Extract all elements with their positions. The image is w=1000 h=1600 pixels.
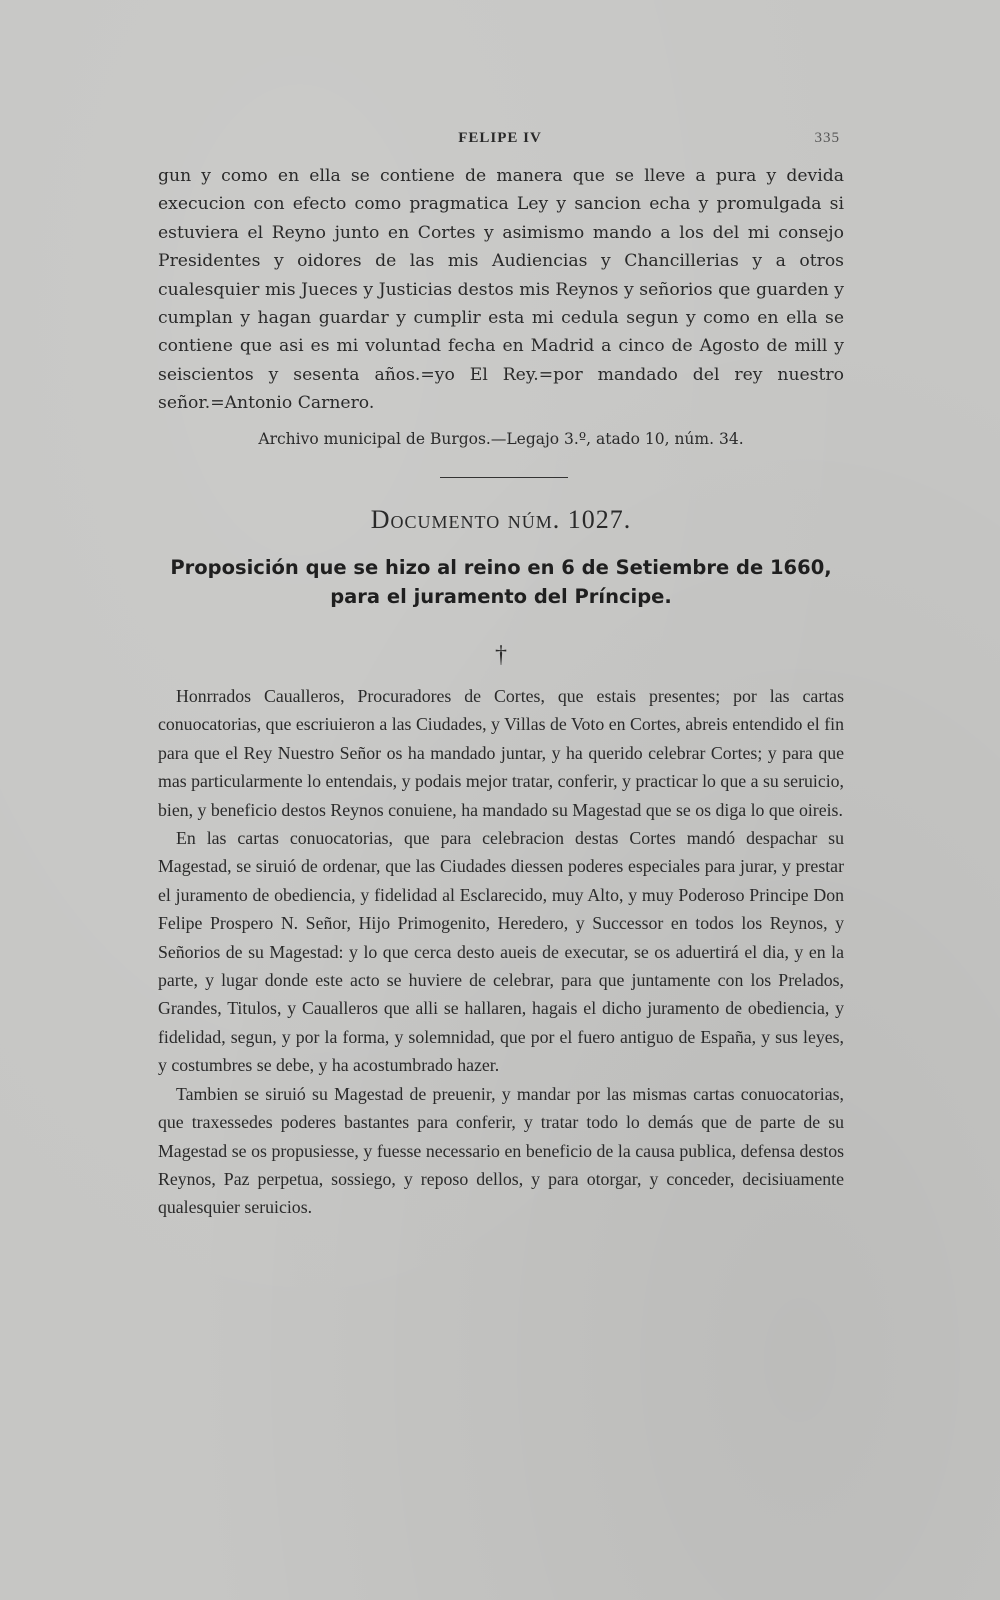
document-title: Documento núm. 1027. xyxy=(370,505,632,534)
page-number: 335 xyxy=(814,130,840,146)
document-heading-line-2: para el juramento del Príncipe. xyxy=(330,585,672,608)
document-heading-line-1: Proposición que se hizo al reino en 6 de Setiembre de 1660, xyxy=(170,556,832,579)
continued-text-paragraph: gun y como en ella se contiene de manera que se lleve a pura y devida execucion con efecto como pragmatica Ley y sancion echa y promulgada si estuviera el Reyno junto en Cortes y asimismo mando a los del mi consejo Presidentes y oidores de las mis Audiencias y Chancillerias y a otros cualesquier mis Jueces y Justicias destos mis Reynos y señorios que guarden y cumplan y hagan guardar y cumplir esta mi cedula segun y como en ella se contiene que asi es mi voluntad fecha en Madrid a cinco de Agosto de mill y seiscientos y sesenta años.=yo El Rey.=por mandado del rey nuestro señor.=Antonio Carnero. xyxy=(158,166,844,414)
body-paragraph-3: Tambien se siruió su Magestad de preuenir, y mandar por las mismas cartas conuocatorias, que traxessedes poderes bastantes para conferir, y tratar todo lo demás que de parte de su Magestad se os propusiesse, y fuesse necessario en beneficio de la causa publica, defensa destos Reynos, Paz perpetua, sossiego, y reposo dellos, y para otorgar, y conceder, decisiuamente qualesquier seruicios. xyxy=(158,1083,844,1218)
running-title: FELIPE IV xyxy=(458,130,542,146)
section-divider xyxy=(440,477,568,478)
cross-symbol: † xyxy=(495,642,507,668)
body-paragraph-2: En las cartas conuocatorias, que para celebracion destas Cortes mandó despachar su Magestad, se siruió de ordenar, que las Ciudades diessen poderes especiales para jurar, y prestar el juramento de obediencia, y fidelidad al Esclarecido, muy Alto, y muy Poderoso Principe Don Felipe Prospero N. Señor, Hijo Primogenito, Heredero, y Successor en todos los Reynos, y Señorios de su Magestad: y lo que cerca desto aueis de executar, se os aduertirá el dia, y en la parte, y lugar donde este acto se huviere de celebrar, para que juntamente con los Prelados, Grandes, Titulos, y Caualleros que alli se hallaren, hagais el dicho juramento de obediencia, y fidelidad, segun, y por la forma, y solemnidad, que por el fuero antiguo de España, y sus leyes, y costumbres se debe, y ha acostumbrado hazer. xyxy=(158,828,844,1076)
page-header xyxy=(160,130,840,152)
document-body xyxy=(158,682,844,1222)
archive-reference: Archivo municipal de Burgos.—Legajo 3.º, atado 10, núm. 34. xyxy=(258,430,744,448)
document-heading xyxy=(158,553,844,611)
body-paragraph-1: Honrrados Caualleros, Procuradores de Cortes, que estais presentes; por las cartas conuocatorias, que escriuieron a las Ciudades, y Villas de Voto en Cortes, abreis entendido el fin para que el Rey Nuestro Señor os ha mandado juntar, y ha querido celebrar Cortes; y para que mas particularmente lo entendais, y podais mejor tratar, conferir, y practicar lo que a su seruicio, bien, y beneficio destos Reynos conuiene, ha mandado su Magestad que se os diga lo que oireis. xyxy=(158,686,844,820)
